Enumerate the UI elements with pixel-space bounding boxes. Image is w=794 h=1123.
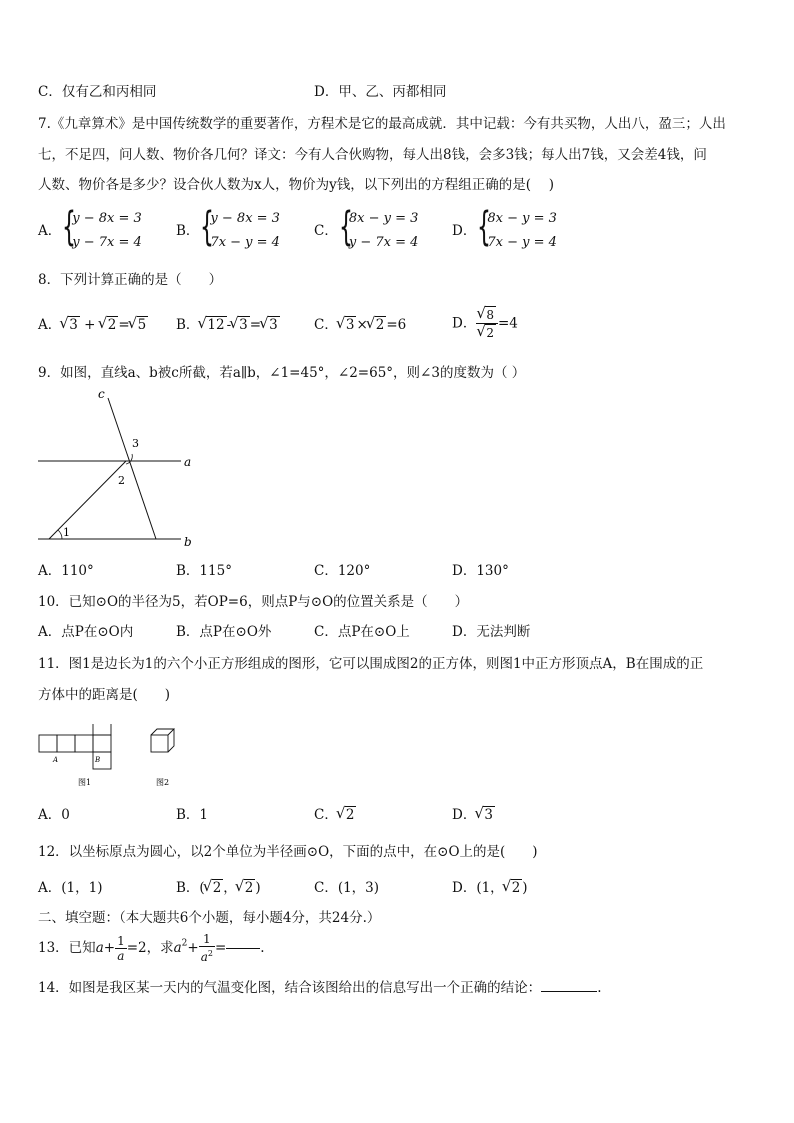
q7-option-a: A． { y − 8x = 3 y − 7x = 4 — [38, 204, 142, 250]
angle-1-label: 1 — [63, 526, 70, 539]
q8-option-b: B．√ 12 -√ 3 =√ 3 — [176, 315, 280, 335]
line-a-label: a — [184, 455, 192, 469]
q7-option-d: D． { 8x − y = 3 7x − y = 4 — [452, 204, 557, 250]
q10-option-d: D．无法判断 — [452, 624, 531, 640]
q7-stem-line2: 七，不足四，问人数、物价各几何？译文：今有人合伙购物，每人出8钱，会多3钱；每人出7钱，又会差4钱，问 — [38, 147, 707, 163]
q7-stem-line1: 7.《九章算术》是中国传统数学的重要著作，方程术是它的最高成就．其中记载：今有共买物，人出八，盈三；人出 — [38, 116, 726, 132]
q11-option-b: B．1 — [176, 807, 209, 823]
vertex-b-label: B — [95, 756, 101, 764]
q12-option-c: C．(1，3) — [314, 880, 380, 896]
q6-option-c: C．仅有乙和丙相同 — [38, 84, 157, 100]
vertex-a-label: A — [53, 756, 59, 764]
q6-option-d: D．甲、乙、丙都相同 — [314, 84, 447, 100]
q12-option-a: A．(1，1) — [38, 880, 103, 896]
q9-parallel-lines-figure — [36, 386, 206, 556]
q10-option-c: C．点P在⊙O上 — [314, 624, 410, 640]
q11-option-c: C．√ 2 — [314, 805, 356, 825]
q12-option-d: D．(1，√ 2 ) — [452, 878, 528, 898]
q8-option-d: D． √ 8 √ 2 =4 — [452, 306, 518, 341]
q10-option-b: B．点P在⊙O外 — [176, 624, 272, 640]
q10-option-a: A．点P在⊙O内 — [38, 624, 134, 640]
q9-option-d: D．130° — [452, 563, 509, 579]
q9-stem: 9．如图，直线a、b被c所截，若a∥b，∠1=45°，∠2=65°，则∠3的度数为（ ） — [38, 365, 526, 381]
q7-stem-line3: 人数、物价各是多少？设合伙人数为x人，物价为y钱，以下列出的方程组正确的是( ) — [38, 177, 555, 193]
q14-stem: 14．如图是我区某一天内的气温变化图，结合该图给出的信息写出一个正确的结论： . — [38, 980, 602, 996]
q13-stem: 13．已知a+ $\frac{1}{a}$ =2，求$a^2+$ $\frac{1}{a^2}$ = . — [38, 932, 265, 964]
q12-stem: 12．以坐标原点为圆心，以2个单位为半径画⊙O，下面的点中，在⊙O上的是( ) — [38, 844, 538, 860]
angle-3-label: 3 — [132, 437, 139, 450]
q7-option-b: B． { y − 8x = 3 7x − y = 4 — [176, 204, 280, 250]
q8-option-a: A．√ 3 + √ 2 =√ 5 — [38, 315, 148, 335]
section-2-heading: 二、填空题：（本大题共6个小题，每小题4分，共24分.） — [38, 910, 381, 926]
q8-stem: 8．下列计算正确的是（ ） — [38, 272, 223, 288]
q9-option-a: A．110° — [38, 563, 94, 579]
q11-cube-net-figure — [38, 724, 188, 790]
line-c-label: c — [98, 387, 105, 401]
q8-option-c: C．√ 3 ×√ 2 =6 — [314, 315, 406, 335]
q7-option-c: C． { 8x − y = 3 y − 7x = 4 — [314, 204, 419, 250]
q11-option-d: D．√ 3 — [452, 805, 495, 825]
q12-option-b: B．(√ 2 ，√ 2 ) — [176, 878, 261, 898]
q10-stem: 10．已知⊙O的半径为5，若OP=6，则点P与⊙O的位置关系是（ ） — [38, 594, 469, 610]
q11-option-a: A．0 — [38, 807, 70, 823]
q11-stem-line1: 11．图1是边长为1的六个小正方形组成的图形，它可以围成图2的正方体，则图1中正方形顶点A，B在围成的正 — [38, 656, 704, 672]
figure-1-caption: 图1 — [78, 778, 92, 787]
q9-option-c: C．120° — [314, 563, 371, 579]
line-b-label: b — [184, 535, 192, 549]
q9-option-b: B．115° — [176, 563, 232, 579]
angle-2-label: 2 — [118, 474, 125, 487]
figure-2-caption: 图2 — [156, 778, 170, 787]
q11-stem-line2: 方体中的距离是( ) — [38, 687, 171, 703]
